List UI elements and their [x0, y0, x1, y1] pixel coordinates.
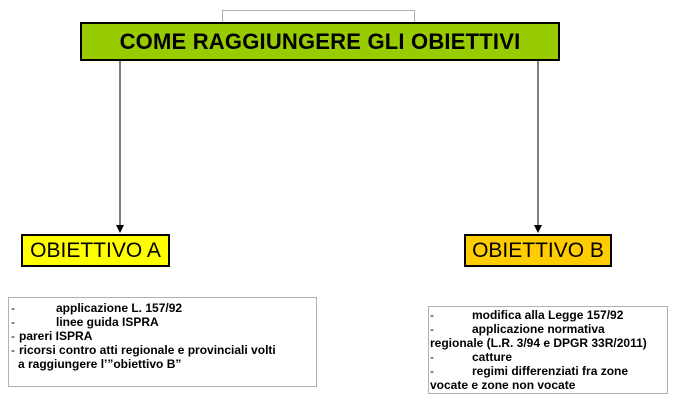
list-item: - pareri ISPRA: [11, 329, 93, 343]
list-item: a raggiungere l’”obiettivo B”: [18, 357, 182, 371]
objective-b-label: OBIETTIVO B: [472, 238, 604, 262]
title-text: COME RAGGIUNGERE GLI OBIETTIVI: [119, 28, 521, 54]
list-item: regionale (L.R. 3/94 e DPGR 33R/2011): [430, 336, 647, 350]
objective-b-actions-list: [428, 306, 668, 394]
objective-a-box: [21, 234, 170, 267]
list-item: - regimi differenziati fra zone: [430, 364, 629, 378]
objective-a-label: OBIETTIVO A: [30, 238, 161, 262]
list-item: - ricorsi contro atti regionale e provinciali volti: [11, 343, 276, 357]
list-item: - catture: [430, 350, 513, 364]
list-item: - applicazione L. 157/92: [11, 301, 183, 315]
list-item: vocate e zone non vocate: [430, 378, 576, 392]
objective-b-box: [464, 234, 612, 267]
list-item: - applicazione normativa: [430, 322, 605, 336]
list-item: - modifica alla Legge 157/92: [430, 308, 624, 322]
objective-a-actions-list: [8, 297, 317, 387]
list-item: - linee guida ISPRA: [11, 315, 159, 329]
